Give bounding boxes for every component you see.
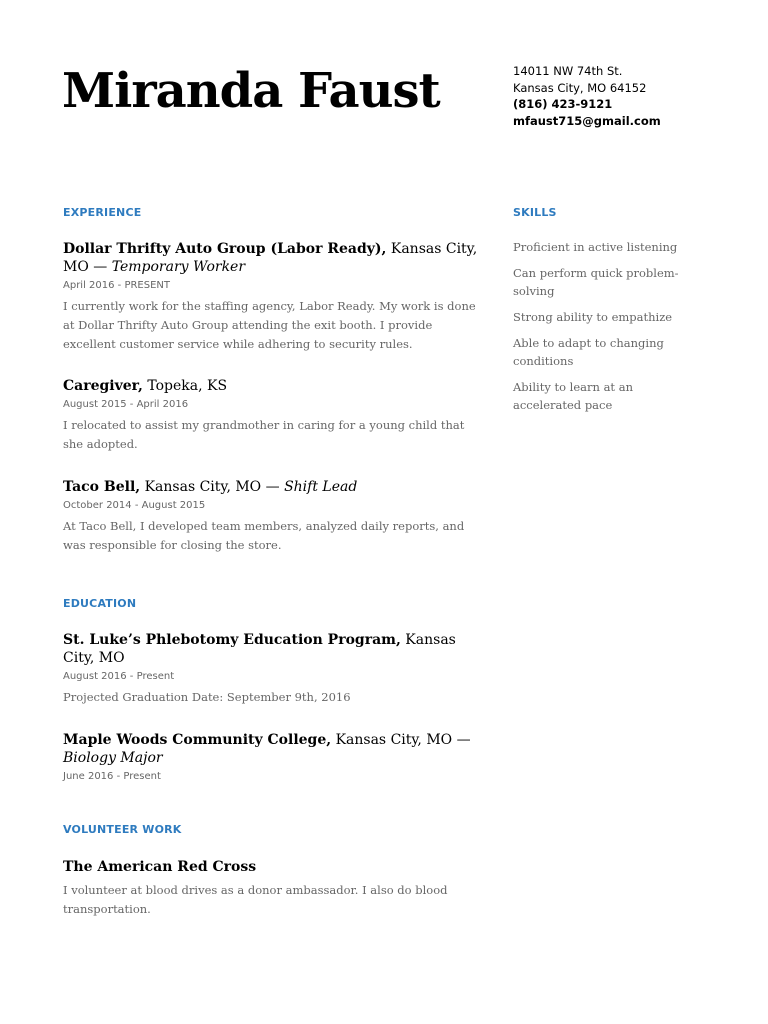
contact-info: [513, 63, 743, 129]
school-title: [63, 731, 483, 767]
job-org: Taco Bell,: [63, 479, 141, 495]
job-org: Dollar Thrifty Auto Group (Labor Ready),: [63, 241, 387, 257]
job-location: Topeka, KS: [142, 378, 228, 394]
school-date: August 2016 - Present: [63, 671, 175, 682]
skills-heading: SKILLS: [513, 206, 557, 219]
volunteer-item: [63, 858, 483, 919]
job-title: [63, 377, 483, 395]
experience-item: [63, 240, 483, 354]
skill-item: Ability to learn at an accelerated pace: [513, 380, 633, 412]
experience-item: [63, 478, 483, 555]
school-name: St. Luke’s Phlebotomy Education Program,: [63, 632, 401, 648]
job-description: I currently work for the staffing agency, Labor Ready. My work is done at Dollar Thrifty Auto Group attending the exit booth. I provide excellent customer service while adhering to security rules.: [63, 299, 476, 351]
job-title: [63, 478, 483, 496]
skill-item: Strong ability to empathize: [513, 310, 673, 324]
job-location: Kansas City, MO —: [140, 479, 285, 495]
volunteer-org: The American Red Cross: [63, 859, 257, 875]
volunteer-heading: VOLUNTEER WORK: [63, 823, 182, 836]
email-address: mfaust715@gmail.com: [513, 113, 661, 128]
school-date: June 2016 - Present: [63, 771, 161, 782]
address-line-2: Kansas City, MO 64152: [513, 80, 647, 95]
volunteer-description: I volunteer at blood drives as a donor ambassador. I also do blood transportation.: [63, 883, 448, 916]
school-location: Kansas City, MO —: [331, 732, 471, 748]
job-date: October 2014 - August 2015: [63, 500, 206, 511]
school-program: Biology Major: [63, 750, 163, 766]
school-description: Projected Graduation Date: September 9th, 2016: [63, 690, 351, 704]
education-heading: EDUCATION: [63, 597, 137, 610]
school-title: [63, 631, 483, 667]
skill-item: Can perform quick problem-solving: [513, 266, 679, 298]
job-date: April 2016 - PRESENT: [63, 280, 171, 291]
job-role: Temporary Worker: [111, 259, 246, 275]
job-description: I relocated to assist my grandmother in caring for a young child that she adopted.: [63, 418, 465, 451]
job-org: Caregiver,: [63, 378, 143, 394]
job-description: At Taco Bell, I developed team members, analyzed daily reports, and was responsible for closing the store.: [63, 519, 465, 552]
skill-item: Proficient in active listening: [513, 240, 678, 254]
education-item: [63, 731, 483, 784]
job-title: [63, 240, 483, 276]
phone-number: (816) 423-9121: [513, 97, 613, 111]
skills-list: [513, 238, 693, 422]
volunteer-title: [63, 858, 483, 876]
experience-heading: EXPERIENCE: [63, 206, 142, 219]
address-line-1: 14011 NW 74th St.: [513, 64, 623, 78]
education-item: [63, 631, 483, 707]
candidate-name: Miranda Faust: [62, 63, 440, 119]
job-role: Shift Lead: [284, 479, 358, 495]
school-name: Maple Woods Community College,: [63, 732, 332, 748]
job-location: Kansas City, MO —: [63, 241, 478, 275]
job-date: August 2015 - April 2016: [63, 399, 189, 410]
experience-item: [63, 377, 483, 454]
skill-item: Able to adapt to changing conditions: [513, 336, 664, 368]
school-location: Kansas City, MO: [63, 632, 456, 666]
